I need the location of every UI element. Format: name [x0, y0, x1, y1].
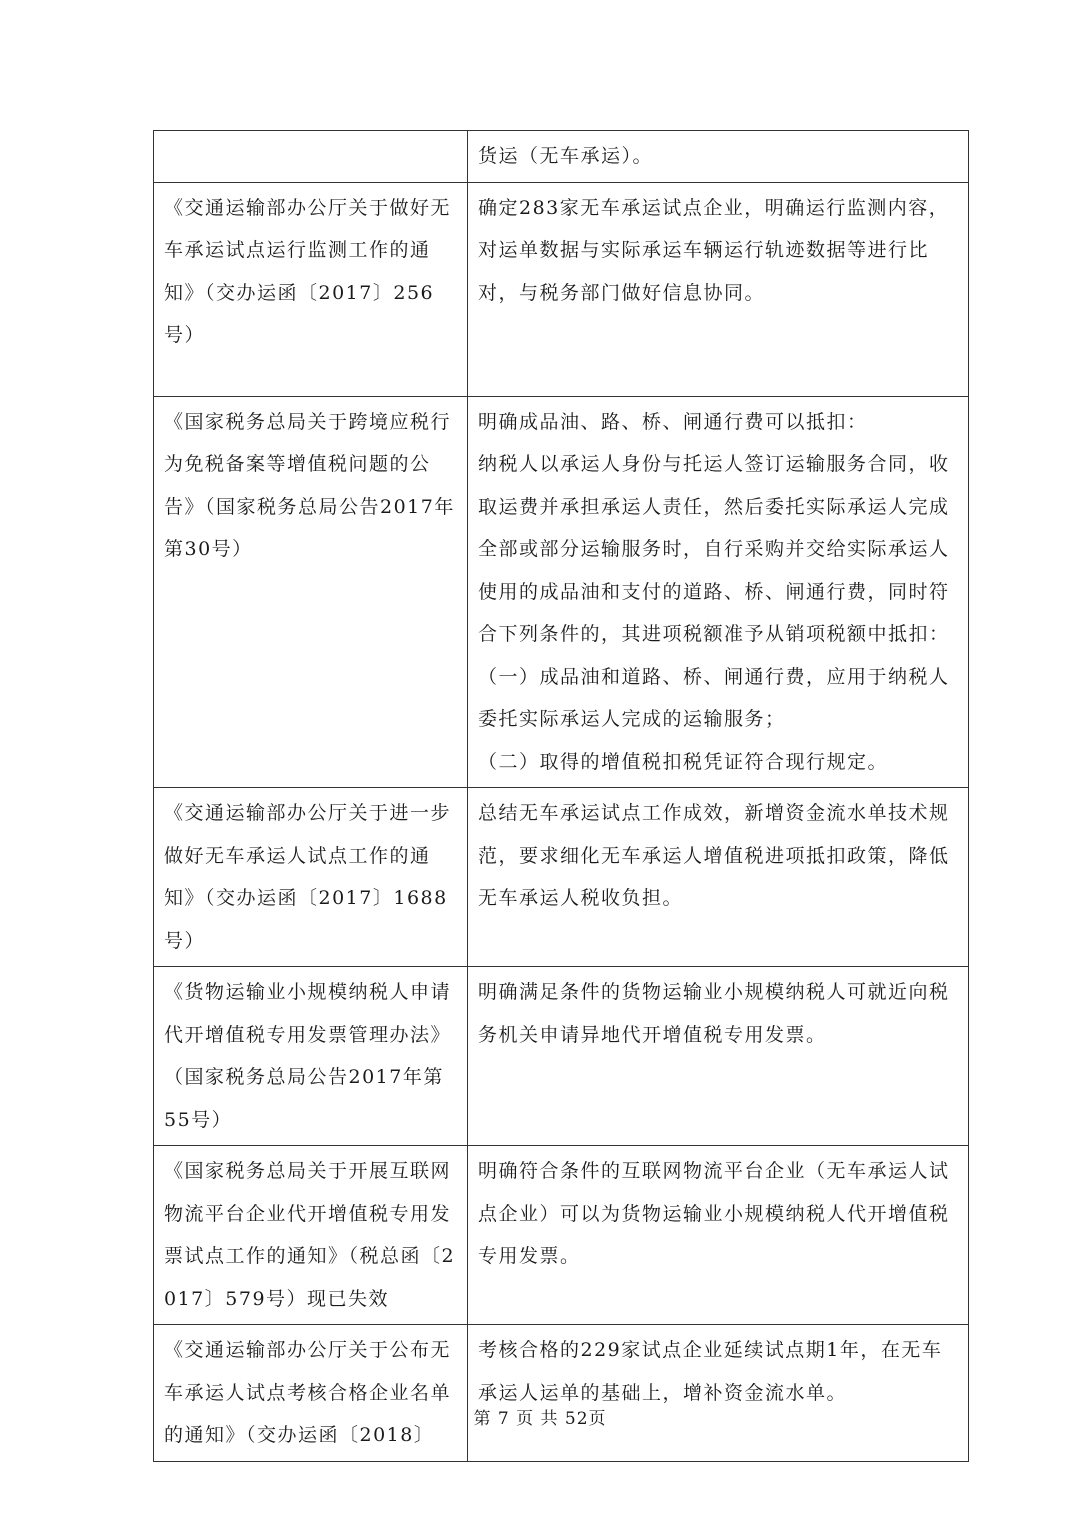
- content-paragraph: 明确成品油、路、桥、闸通行费可以抵扣：: [478, 410, 868, 433]
- table-row: [154, 788, 969, 967]
- content-paragraph: 明确符合条件的互联网物流平台企业（无车承运人试点企业）可以为货物运输业小规模纳税人代开增值税专用发票。: [478, 1160, 950, 1267]
- table-row: [154, 967, 969, 1146]
- document-cell: 《交通运输部办公厅关于做好无车承运试点运行监测工作的通知》（交办运函〔2017〕256号）: [154, 182, 468, 396]
- content-cell: [468, 1325, 969, 1462]
- content-paragraph: （二）取得的增值税扣税凭证符合现行规定。: [478, 750, 889, 773]
- table-row: [154, 182, 969, 396]
- content-paragraph: 货运（无车承运）。: [478, 145, 654, 167]
- document-cell: 《国家税务总局关于跨境应税行为免税备案等增值税问题的公告》（国家税务总局公告2017年第30号）: [154, 396, 468, 788]
- document-cell: 《交通运输部办公厅关于进一步做好无车承运人试点工作的通知》（交办运函〔2017〕1688号）: [154, 788, 468, 967]
- content-paragraph: 总结无车承运试点工作成效，新增资金流水单技术规范，要求细化无车承运人增值税进项抵扣政策，降低无车承运人税收负担。: [478, 802, 950, 909]
- page-number-footer: 第 7 页 共 52页: [473, 1409, 607, 1429]
- table-row: [154, 1325, 969, 1462]
- content-paragraph: 确定283家无车承运试点企业，明确运行监测内容，对运单数据与实际承运车辆运行轨迹数据等进行比对，与税务部门做好信息协同。: [478, 196, 950, 304]
- content-cell: [468, 131, 969, 183]
- content-paragraph: （一）成品油和道路、桥、闸通行费，应用于纳税人委托实际承运人完成的运输服务；: [478, 665, 950, 730]
- content-cell: [468, 182, 969, 396]
- content-paragraph: 考核合格的229家试点企业延续试点期1年，在无车承运人运单的基础上，增补资金流水单。: [478, 1339, 943, 1404]
- content-paragraph: 纳税人以承运人身份与托运人签订运输服务合同，收取运费并承担承运人责任，然后委托实际承运人完成全部或部分运输服务时，自行采购并交给实际承运人使用的成品油和支付的道路、桥、闸通行费，同时符合下列条件的，其进项税额准予从销项税额中抵扣：: [478, 453, 950, 645]
- document-cell: 《交通运输部办公厅关于公布无车承运人试点考核合格企业名单的通知》（交办运函〔2018〕: [154, 1325, 468, 1462]
- content-cell: [468, 1146, 969, 1325]
- document-cell: [154, 131, 468, 183]
- document-cell: 《国家税务总局关于开展互联网物流平台企业代开增值税专用发票试点工作的通知》（税总函〔2017〕579号）现已失效: [154, 1146, 468, 1325]
- content-cell: [468, 788, 969, 967]
- content-cell: [468, 967, 969, 1146]
- table-row: [154, 396, 969, 788]
- content-paragraph: 明确满足条件的货物运输业小规模纳税人可就近向税务机关申请异地代开增值税专用发票。: [478, 981, 950, 1046]
- document-cell: 《货物运输业小规模纳税人申请代开增值税专用发票管理办法》（国家税务总局公告2017年第55号）: [154, 967, 468, 1146]
- policy-table-body: [154, 131, 969, 1462]
- table-row: [154, 1146, 969, 1325]
- content-cell: [468, 396, 969, 788]
- table-row: [154, 131, 969, 183]
- policy-table: [153, 130, 969, 1462]
